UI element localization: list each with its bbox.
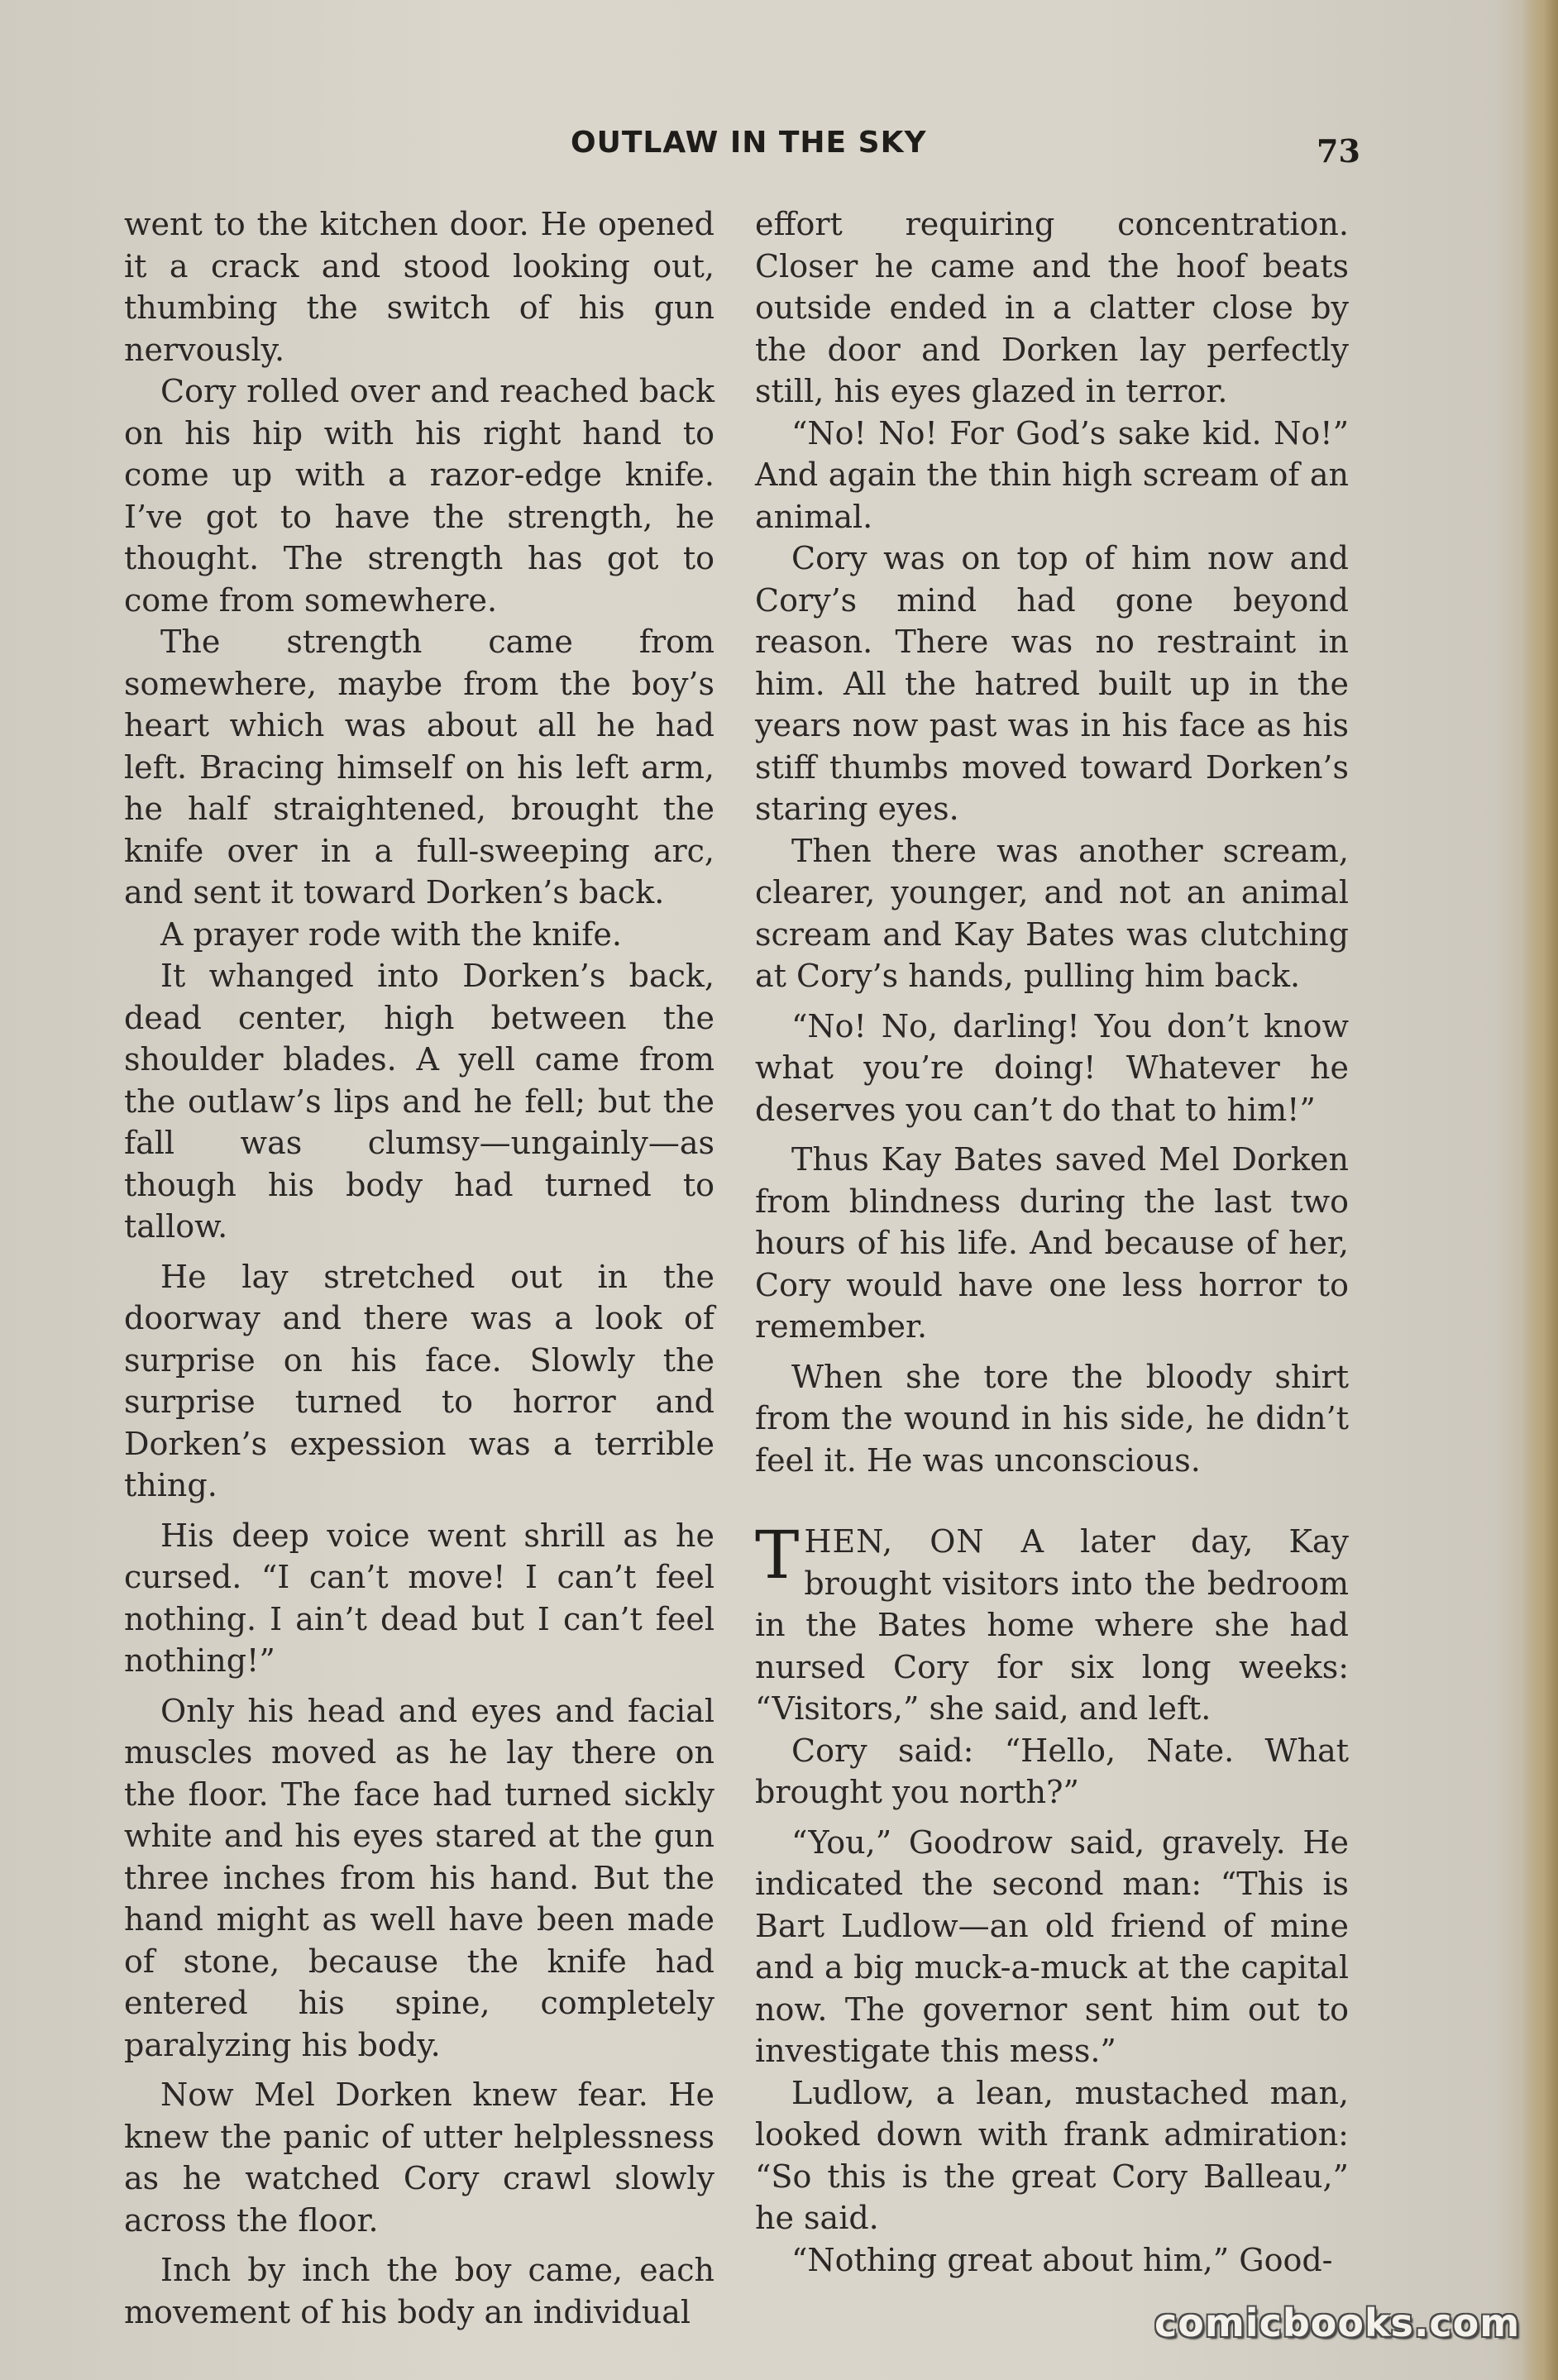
paragraph: The strength came from somewhere, maybe from the boy’s heart which was about all he had left. Bracing himself on his left arm, he half straightened, brought the knife over in a full-sweeping arc, and sent it toward Dorken’s back. <box>124 624 714 910</box>
paragraph: “No! No, darling! You don’t know what you’re doing! Whatever he deserves you can’t do that to him!” <box>755 1007 1349 1128</box>
paragraph: Cory was on top of him now and Cory’s mind had gone beyond reason. There was no restraint in him. All the hatred built up in the years now past was in his face as his stiff thumbs moved toward Dorken’s staring eyes. <box>755 540 1349 827</box>
paragraph: Only his head and eyes and facial muscles moved as he lay there on the floor. The face had turned sickly white and his eyes stared at the gun three inches from his hand. But the hand might as well have been made of stone, because the knife had entered his spine, completely paralyzing his body. <box>124 1692 714 2063</box>
paragraph: effort requiring concentration. Closer he came and the hoof beats outside ended in a clatter close by the door and Dorken lay perfectly still, his eyes glazed in terror. <box>755 206 1349 409</box>
page-number: 73 <box>1317 132 1360 170</box>
paragraph: Cory said: “Hello, Nate. What brought you north?” <box>755 1732 1349 1810</box>
paragraph: A prayer rode with the knife. <box>160 915 622 953</box>
section-opening-paragraph <box>755 1517 1350 1730</box>
lead-in-text: later day, Kay brought visitors into the bedroom in the Bates home where she had nursed Cory for six long weeks: <box>755 1523 1350 1685</box>
paragraph: “Nothing great about him,” Good- <box>791 2241 1333 2278</box>
paragraph: went to the kitchen door. He opened it a crack and stood looking out, thumbing the switch of his gun nervously. <box>124 206 714 368</box>
paragraph: It whanged into Dorken’s back, dead center, high between the shoulder blades. A yell came from the outlaw’s lips and he fell; but the fall was clumsy—ungainly—as though his body had turned to tallow. <box>124 958 714 1245</box>
lead-in-tail: “Visitors,” she said, and left. <box>755 1690 1212 1727</box>
paragraph: Thus Kay Bates saved Mel Dorken from blindness during the last two hours of his life. And because of her, Cory would have one less horror to remember. <box>755 1141 1349 1345</box>
drop-cap: T <box>755 1517 800 1594</box>
paragraph: Ludlow, a lean, mustached man, looked down with frank admiration: “So this is the great Cory Balleau,” he said. <box>755 2074 1349 2236</box>
paragraph: Inch by inch the boy came, each movement of his body an individual <box>124 2252 714 2330</box>
page-edge <box>1522 0 1558 2380</box>
paragraph: He lay stretched out in the doorway and there was a look of surprise on his face. Slowly the surprise turned to horror and Dorken’s expession was a terrible thing. <box>124 1258 714 1503</box>
paragraph: His deep voice went shrill as he cursed. “I can’t move! I can’t feel nothing. I ain’t dead but I can’t feel nothing!” <box>124 1517 714 1679</box>
running-header: OUTLAW IN THE SKY <box>571 126 927 160</box>
lead-in-caps: HEN, ON A <box>804 1523 1045 1560</box>
paragraph: “No! No! For God’s sake kid. No!” And again the thin high scream of an animal. <box>755 414 1349 535</box>
paragraph: “You,” Goodrow said, gravely. He indicated the second man: “This is Bart Ludlow—an old friend of mine and a big muck-a-muck at the capital now. The governor sent him out to investigate this mess.” <box>755 1823 1349 2069</box>
paragraph: Cory rolled over and reached back on his hip with his right hand to come up with a razor-edge knife. I’ve got to have the strength, he thought. The strength has got to come from somewhere. <box>124 373 714 619</box>
paragraph: When she tore the bloody shirt from the wound in his side, he didn’t feel it. He was unconscious. <box>755 1358 1349 1479</box>
watermark-logo: comicbooks.com <box>1154 2301 1521 2345</box>
paragraph: Now Mel Dorken knew fear. He knew the panic of utter helplessness as he watched Cory crawl slowly across the floor. <box>124 2077 714 2239</box>
paragraph: Then there was another scream, clearer, younger, and not an animal scream and Kay Bates was clutching at Cory’s hands, pulling him back. <box>755 832 1349 994</box>
left-column <box>124 203 714 2333</box>
right-column <box>755 203 1349 2281</box>
